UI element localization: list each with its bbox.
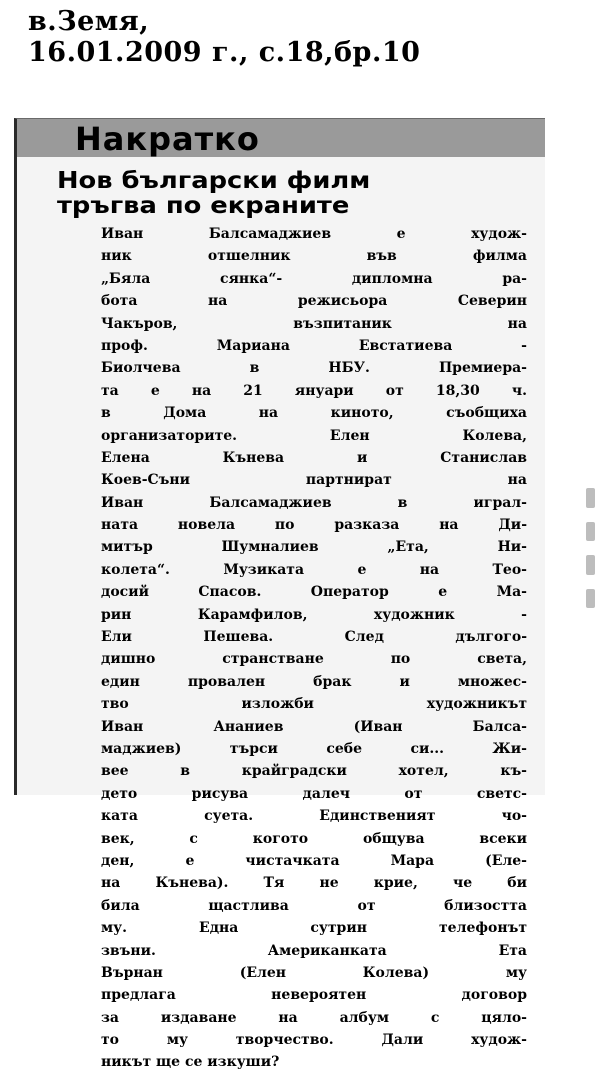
- text-fragment: [586, 555, 595, 575]
- source-publication: в.Земя,: [28, 6, 150, 37]
- article-line: Елена Кънева и Станислав: [101, 449, 527, 466]
- article-line: тво изложби художникът: [101, 696, 527, 713]
- article-line: Иван Балсамаджиев в играл-: [101, 494, 527, 511]
- article-line: Ели Пешева. След дългого-: [101, 629, 527, 646]
- article-line: колета“. Музиката е на Тео-: [101, 561, 527, 578]
- article-line: ден, е чистачката Мара (Еле-: [101, 852, 527, 869]
- article-line: ната новела по разказа на Ди-: [101, 517, 527, 534]
- article-line: проф. Мариана Евстатиева -: [101, 337, 527, 354]
- article-line: рин Карамфилов, художник -: [101, 606, 527, 623]
- article-line: Иван Балсамаджиев е худож-: [101, 226, 527, 242]
- article-line: та е на 21 януари от 18,30 ч.: [101, 382, 527, 399]
- article-headline: [57, 169, 517, 219]
- article-line: предлага невероятен договор: [101, 987, 527, 1004]
- article-line: маджиев) търси себе си... Жи-: [101, 740, 527, 757]
- section-header-bar: [17, 119, 545, 157]
- source-date-page-issue: 16.01.2009 г., с.18,бр.10: [28, 37, 421, 68]
- article-line: вее в крайградски хотел, къ-: [101, 763, 527, 780]
- article-line: митър Шумналиев „Ета, Ни-: [101, 539, 527, 556]
- article-line: век, с когото общува всеки: [101, 830, 527, 847]
- text-fragment: [586, 488, 595, 508]
- article-line: му. Една сутрин телефонът: [101, 920, 527, 937]
- text-fragment: [586, 589, 595, 609]
- article-body: [101, 223, 527, 1074]
- article-line: „Бяла сянка“- дипломна ра-: [101, 270, 527, 287]
- article-line: то му творчество. Дали худож-: [101, 1032, 527, 1049]
- article-line: Чакъров, възпитаник на: [101, 315, 527, 332]
- headline-line: тръгва по екраните: [57, 193, 350, 219]
- article-line: за издаване на албум с цяло-: [101, 1009, 527, 1026]
- newspaper-clipping: [14, 118, 545, 1071]
- article-line: Биолчева в НБУ. Премиера-: [101, 360, 527, 377]
- article-line: звъни. Американката Ета: [101, 942, 527, 959]
- article-line: била щастлива от близостта: [101, 897, 527, 914]
- article-line: дишно странстване по света,: [101, 651, 527, 668]
- adjacent-column-fragment: [583, 488, 597, 608]
- article-line: Върнан (Елен Колева) му: [101, 964, 527, 981]
- article-line: един провален брак и множес-: [101, 673, 527, 690]
- section-label: Накратко: [75, 120, 260, 158]
- article-line: организаторите. Елен Колева,: [101, 427, 527, 444]
- article-line: в Дома на киното, съобщиха: [101, 405, 527, 422]
- article-line: Коев-Съни партнират на: [101, 472, 527, 489]
- article-line: ник отшелник във филма: [101, 248, 527, 265]
- headline-line: Нов български филм: [57, 168, 371, 194]
- article-line: дето рисува далеч от светс-: [101, 785, 527, 802]
- article-line: на Кънева). Тя не крие, че би: [101, 875, 527, 892]
- article-line: досий Спасов. Оператор е Ма-: [101, 584, 527, 601]
- article-line: ката суета. Единственият чо-: [101, 808, 527, 825]
- article-line: бота на режисьора Северин: [101, 293, 527, 310]
- article-line: никът ще се изкуши?: [101, 1054, 280, 1071]
- article-line: Иван Ананиев (Иван Балса-: [101, 718, 527, 735]
- text-fragment: [586, 522, 595, 542]
